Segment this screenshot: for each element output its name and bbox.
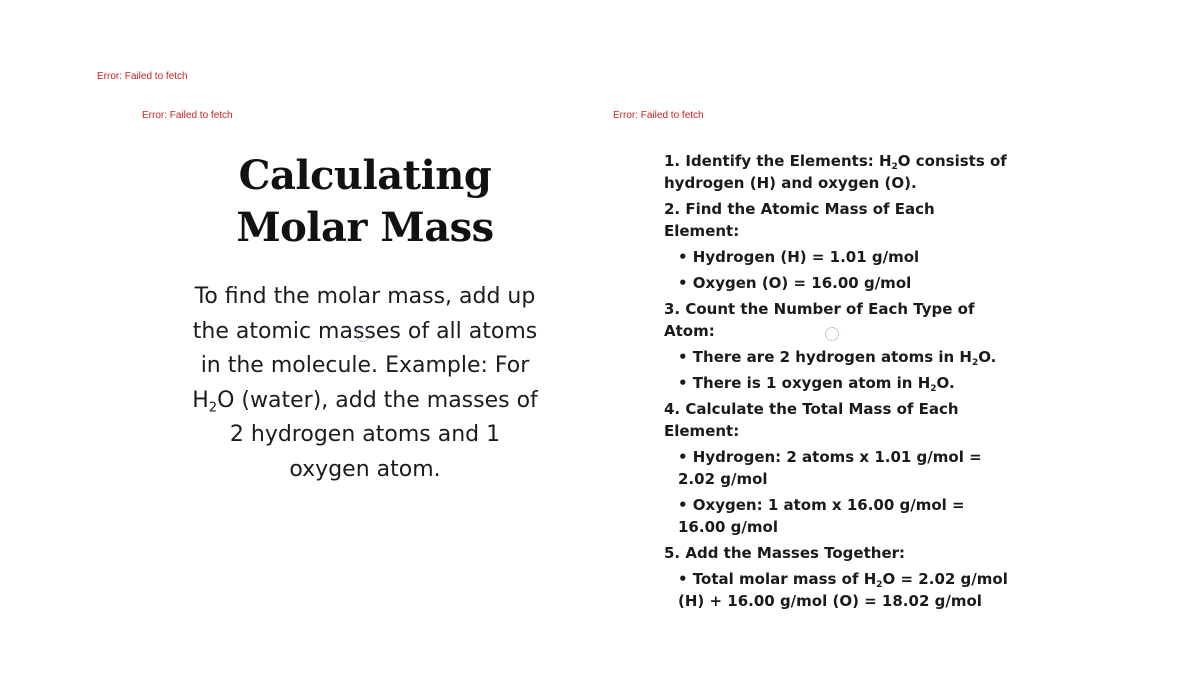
slide-title [190,150,540,254]
step-2-bullet-hydrogen: • Hydrogen (H) = 1.01 g/mol [678,248,920,266]
step-3: 3. Count the Number of Each Type of Atom: [664,300,975,340]
step-4-bullet-oxygen: • Oxygen: 1 atom x 16.00 g/mol = 16.00 g/mol [678,496,965,536]
step-5-bullet-subscript: 2 [876,580,883,591]
step-3-bullet-1-subscript: 2 [971,358,979,369]
error-message-top: Error: Failed to fetch [97,71,188,82]
step-4-bullet-hydrogen: • Hydrogen: 2 atoms x 1.01 g/mol = 2.02 g/mol [678,448,982,488]
step-2-bullet-oxygen: • Oxygen (O) = 16.00 g/mol [678,274,912,292]
step-5: 5. Add the Masses Together: [664,544,906,562]
intro-text [190,280,540,487]
step-5-bullet-text-b: O = 2.02 g/mol (H) + 16.00 g/mol (O) = 18.02 g/mol [678,570,1008,610]
step-3-bullet-hydrogen [664,346,1014,368]
step-5-bullet-text-a: • Total molar mass of H [678,570,877,588]
intro-sentence: To find the molar mass, add up the atomic masses of all atoms in the molecule. [192,284,538,378]
loading-spinner-icon [825,327,839,341]
step-3-bullet-2-subscript: 2 [930,384,937,395]
step-3-bullet-oxygen [664,372,1014,394]
steps-panel [664,150,1014,616]
example-prefix: Example: For H [192,353,530,413]
example-suffix: O (water), add the masses of 2 hydrogen atoms and 1 oxygen atom. [217,387,538,482]
loading-spinner-icon [356,328,370,342]
step-1-text-b: O consists of hydrogen (H) and oxygen (O). [664,152,1007,192]
step-4: 4. Calculate the Total Mass of Each Element: [664,400,959,440]
step-1-subscript: 2 [891,162,898,173]
title-line-1: Calculating [238,152,492,199]
step-3-bullet-1-text-b: O. [978,348,997,366]
error-message-right: Error: Failed to fetch [613,110,704,121]
step-3-bullet-2-text-b: O. [936,374,955,392]
error-message-left: Error: Failed to fetch [142,110,233,121]
example-subscript: 2 [208,400,218,416]
step-3-bullet-1-text-a: • There are 2 hydrogen atoms in H [678,348,972,366]
step-5-bullet-total [664,568,1014,612]
step-3-bullet-2-text-a: • There is 1 oxygen atom in H [678,374,931,392]
step-2: 2. Find the Atomic Mass of Each Element: [664,200,935,240]
step-1-text-a: 1. Identify the Elements: H [664,152,892,170]
title-line-2: Molar Mass [236,204,494,251]
left-panel [190,150,540,487]
step-1 [664,150,1014,194]
